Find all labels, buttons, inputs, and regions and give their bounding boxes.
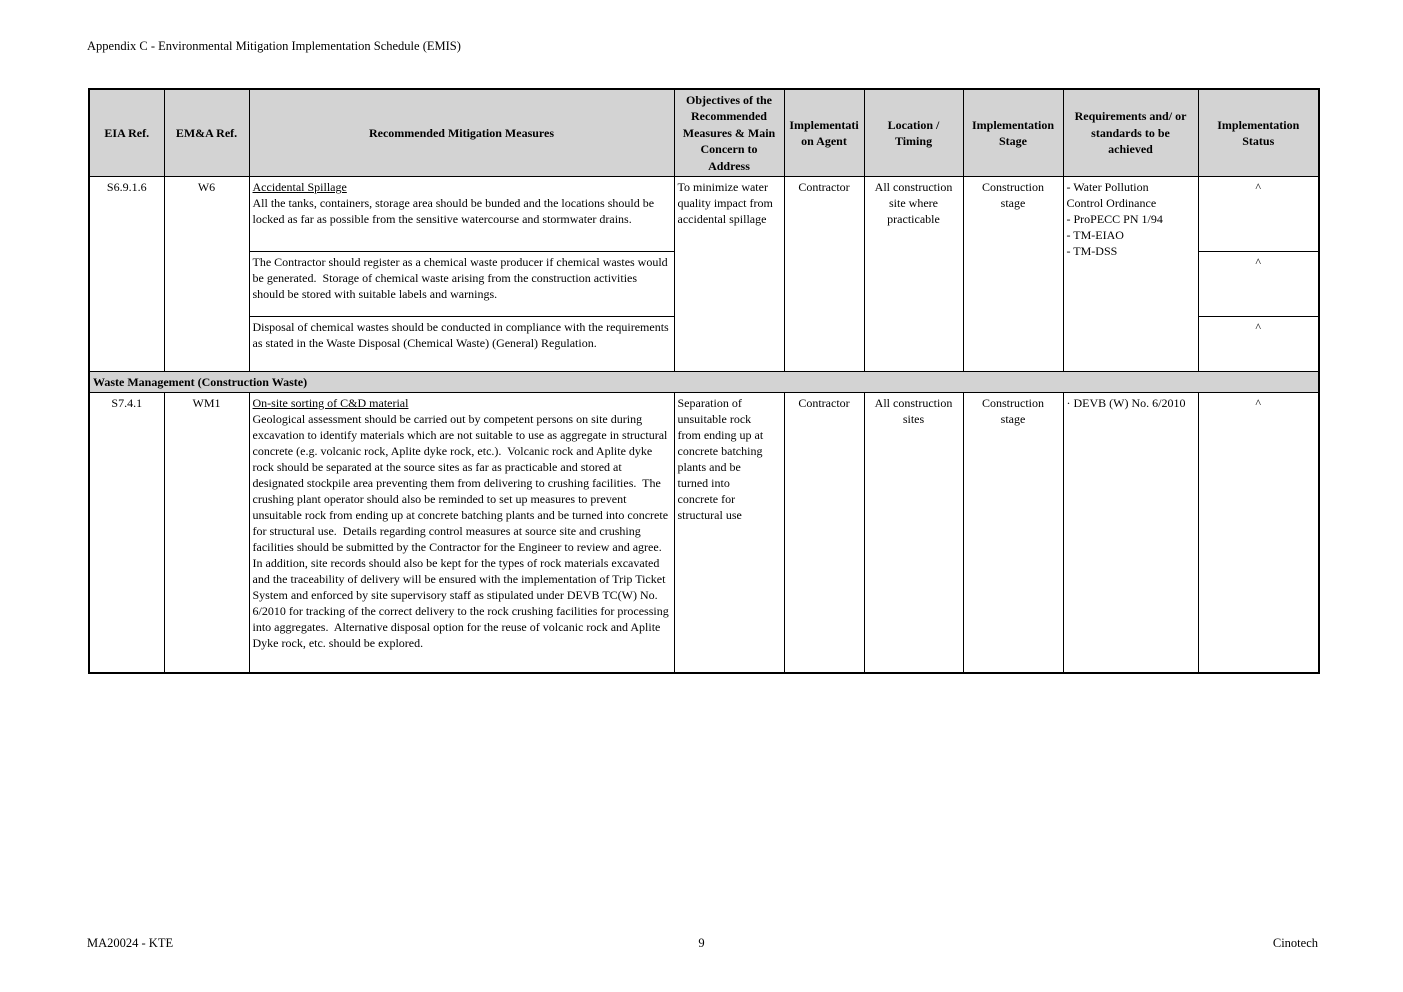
table-row-w6-sub1 <box>89 177 1319 252</box>
column-header-stage: Implementation Stage <box>963 89 1063 177</box>
section-row-waste-management <box>89 372 1319 393</box>
cell-measure-w6-1 <box>249 177 674 252</box>
column-header-ema-ref: EM&A Ref. <box>164 89 249 177</box>
footer-company-name: Cinotech <box>1272 936 1318 950</box>
measure-text: Geological assessment should be carried out by competent persons on site during excavation to identify materials which are not suitable to use as aggregate in structural concrete (e.g. volcanic rock, Aplite dyke rock, etc.). Volcanic rock and Aplite dyke rock should be separated at the source sites as far as practicable and stored at designated stockpile area preventing them from delivering to crushing facilities. The crushing plant operator should also be reminded to set up measures to prevent unsuitable rock from ending up at concrete batching plants and be turned into concrete for structural use. Details regarding control measures at source site and crushing facilities should be submitted by the Contractor for the Engineer to review and agree. In addition, site records should also be kept for the types of rock materials excavated and the traceability of delivery will be ensured with the implementation of Trip Ticket System and enforced by site supervisory staff as stipulated under DEVB TC(W) No. 6/2010 for tracking of the correct delivery to the rock crushing facilities for processing into aggregates. Alternative disposal option for the reuse of volcanic rock and Aplite Dyke rock, etc. should be explored. <box>252 412 672 651</box>
cell-status-w6-1: ^ <box>1198 177 1319 252</box>
table-row-wm1 <box>89 393 1319 673</box>
emis-table <box>88 88 1320 674</box>
cell-location-w6: All construction site where practicable <box>864 177 963 372</box>
cell-status-w6-3: ^ <box>1198 317 1319 372</box>
column-header-status: Implementation Status <box>1198 89 1319 177</box>
cell-objectives-w6: To minimize water quality impact from accidental spillage <box>674 177 784 372</box>
measure-title-accidental-spillage: Accidental Spillage <box>252 180 347 195</box>
cell-eia-ref-wm1: S7.4.1 <box>89 393 164 673</box>
column-header-agent: Implementati on Agent <box>784 89 864 177</box>
column-header-location-timing: Location / Timing <box>864 89 963 177</box>
cell-agent-w6: Contractor <box>784 177 864 372</box>
cell-location-wm1: All construction sites <box>864 393 963 673</box>
column-header-requirements: Requirements and/ or standards to be achieved <box>1063 89 1198 177</box>
cell-status-w6-2: ^ <box>1198 252 1319 317</box>
column-header-objectives: Objectives of the Recommended Measures & Main Concern to Address <box>674 89 784 177</box>
cell-measure-w6-3 <box>249 317 674 372</box>
column-header-measures: Recommended Mitigation Measures <box>249 89 674 177</box>
measure-text: The Contractor should register as a chemical waste producer if chemical wastes would be generated. Storage of chemical waste arising from the construction activities should be stored with suitable labels and warnings. <box>252 255 671 302</box>
appendix-title: Appendix C - Environmental Mitigation Implementation Schedule (EMIS) <box>87 39 461 53</box>
cell-measure-wm1 <box>249 393 674 673</box>
cell-requirements-w6: - Water Pollution Control Ordinance - ProPECC PN 1/94 - TM-EIAO - TM-DSS <box>1063 177 1198 372</box>
cell-objectives-wm1: Separation of unsuitable rock from ending up at concrete batching plants and be turned into concrete for structural use <box>674 393 784 673</box>
cell-ema-ref-wm1: WM1 <box>164 393 249 673</box>
cell-eia-ref-w6: S6.9.1.6 <box>89 177 164 372</box>
footer-project-ref: MA20024 - KTE <box>87 936 174 950</box>
table-header-row <box>89 89 1319 177</box>
section-label: Waste Management (Construction Waste) <box>89 372 1319 393</box>
cell-measure-w6-2 <box>249 252 674 317</box>
footer-page-number: 9 <box>698 936 705 950</box>
cell-ema-ref-w6: W6 <box>164 177 249 372</box>
measure-title-onsite-sorting: On-site sorting of C&D material <box>252 396 409 411</box>
measure-text: Disposal of chemical wastes should be conducted in compliance with the requirements as stated in the Waste Disposal (Chemical Waste) (General) Regulation. <box>252 320 672 351</box>
cell-requirements-wm1: · DEVB (W) No. 6/2010 <box>1063 393 1198 673</box>
column-header-eia-ref: EIA Ref. <box>89 89 164 177</box>
cell-status-wm1: ^ <box>1198 393 1319 673</box>
measure-text: All the tanks, containers, storage area should be bunded and the locations should be locked as far as possible from the sensitive watercourse and stormwater drains. <box>252 196 658 227</box>
cell-agent-wm1: Contractor <box>784 393 864 673</box>
cell-stage-wm1: Construction stage <box>963 393 1063 673</box>
cell-stage-w6: Construction stage <box>963 177 1063 372</box>
